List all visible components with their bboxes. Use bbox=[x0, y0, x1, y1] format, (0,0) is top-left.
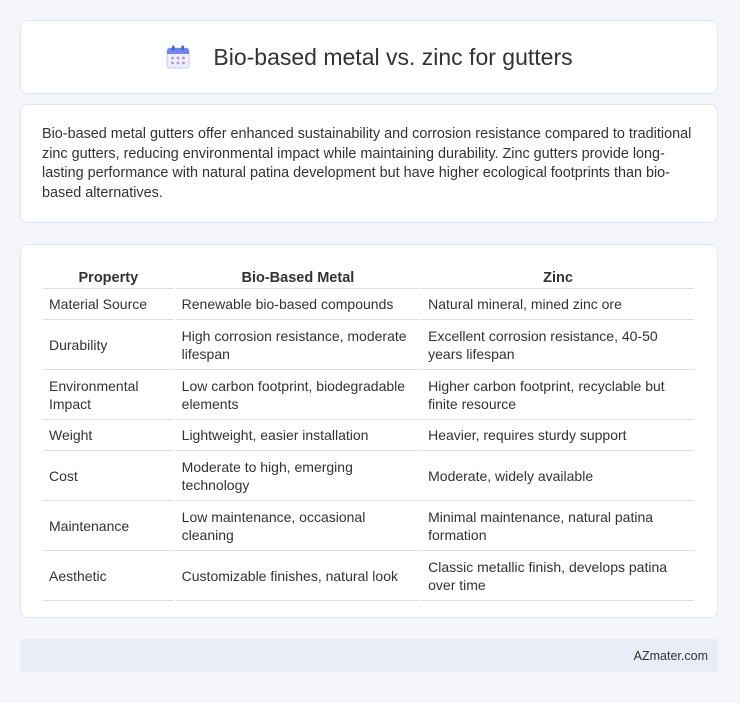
footer bbox=[20, 639, 718, 672]
calendar-icon bbox=[165, 44, 191, 70]
comparison-table-card bbox=[20, 244, 718, 618]
table-cell: Moderate, widely available bbox=[422, 451, 694, 501]
table-row bbox=[43, 289, 694, 320]
footer-brand: AZmater.com bbox=[633, 648, 708, 663]
table-cell: Material Source bbox=[43, 289, 174, 320]
table-cell: Minimal maintenance, natural patina formation bbox=[422, 501, 694, 551]
table-row bbox=[43, 320, 694, 370]
table-cell: Maintenance bbox=[43, 501, 174, 551]
column-header-zinc: Zinc bbox=[422, 267, 694, 289]
summary-card bbox=[20, 104, 718, 223]
table-cell: Natural mineral, mined zinc ore bbox=[422, 289, 694, 320]
page-title: Bio-based metal vs. zinc for gutters bbox=[213, 43, 573, 70]
table-cell: Lightweight, easier installation bbox=[176, 420, 420, 451]
table-cell: Weight bbox=[43, 420, 174, 451]
table-cell: Customizable finishes, natural look bbox=[176, 551, 420, 601]
table-cell: Cost bbox=[43, 451, 174, 501]
table-header-row bbox=[43, 267, 694, 289]
title-card bbox=[20, 20, 718, 94]
column-header-property: Property bbox=[43, 267, 174, 289]
table-row bbox=[43, 370, 694, 420]
table-cell: Heavier, requires sturdy support bbox=[422, 420, 694, 451]
table-row bbox=[43, 551, 694, 601]
table-cell: Low carbon footprint, biodegradable elements bbox=[176, 370, 420, 420]
table-cell: Moderate to high, emerging technology bbox=[176, 451, 420, 501]
table-cell: Excellent corrosion resistance, 40-50 years lifespan bbox=[422, 320, 694, 370]
table-cell: Renewable bio-based compounds bbox=[176, 289, 420, 320]
table-cell: Higher carbon footprint, recyclable but finite resource bbox=[422, 370, 694, 420]
table-cell: Environmental Impact bbox=[43, 370, 174, 420]
summary-text: Bio-based metal gutters offer enhanced sustainability and corrosion resistance compared to traditional zinc gutters, reducing environmental impact while maintaining durability. Zinc gutters provide long-lasting performance with natural patina development but have higher ecological footprints than bio-based alternatives. bbox=[42, 126, 692, 201]
table-cell: Classic metallic finish, develops patina over time bbox=[422, 551, 694, 601]
table-cell: Durability bbox=[43, 320, 174, 370]
table-row bbox=[43, 451, 694, 501]
column-header-bio-based-metal: Bio-Based Metal bbox=[176, 267, 420, 289]
table-row bbox=[43, 501, 694, 551]
comparison-table bbox=[41, 267, 696, 601]
table-cell: High corrosion resistance, moderate lifespan bbox=[176, 320, 420, 370]
table-cell: Low maintenance, occasional cleaning bbox=[176, 501, 420, 551]
table-cell: Aesthetic bbox=[43, 551, 174, 601]
table-row bbox=[43, 420, 694, 451]
